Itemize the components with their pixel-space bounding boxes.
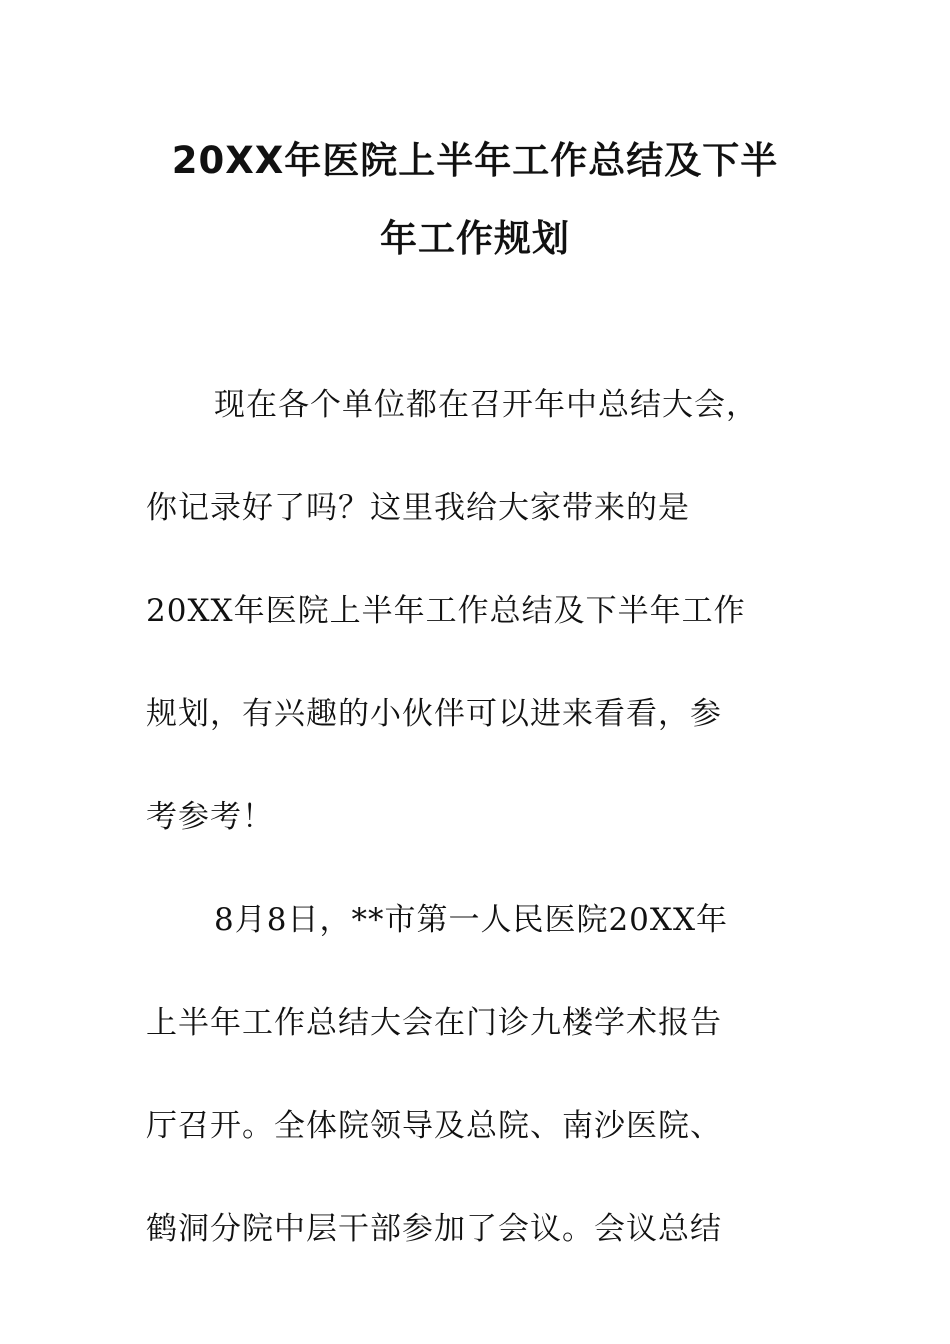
title-line-1: 20XX年医院上半年工作总结及下半 — [171, 139, 779, 182]
text-line: 上半年工作总结大会在门诊九楼学术报告 — [146, 1005, 722, 1041]
title-line-2: 年工作规划 — [380, 217, 570, 260]
document-body — [146, 370, 806, 1297]
text-line: 8月8日，**市第一人民医院20XX年 — [214, 902, 729, 938]
text-line: 20XX年医院上半年工作总结及下半年工作 — [146, 593, 746, 629]
paragraph-meeting — [146, 885, 806, 1297]
text-line: 规划，有兴趣的小伙伴可以进来看看，参 — [146, 696, 722, 732]
paragraph-intro — [146, 370, 806, 885]
text-line: 考参考！ — [146, 799, 274, 835]
document-title — [120, 122, 830, 278]
text-line: 你记录好了吗？这里我给大家带来的是 — [146, 490, 690, 526]
text-line: 鹤洞分院中层干部参加了会议。会议总结 — [146, 1211, 722, 1247]
text-line: 现在各个单位都在召开年中总结大会， — [214, 387, 758, 423]
text-line: 厅召开。全体院领导及总院、南沙医院、 — [146, 1108, 722, 1144]
